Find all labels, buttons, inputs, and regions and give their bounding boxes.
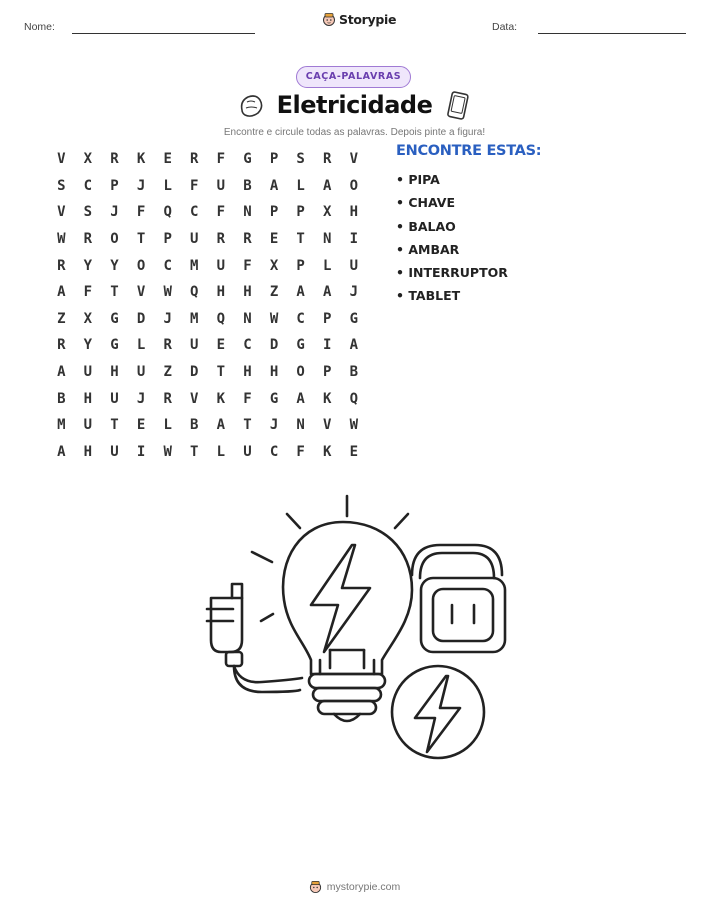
grid-cell[interactable]: U — [110, 390, 119, 407]
grid-cell[interactable]: H — [83, 443, 93, 460]
grid-cell[interactable]: J — [136, 390, 146, 407]
grid-cell[interactable]: H — [83, 390, 93, 407]
grid-cell[interactable]: V — [190, 390, 199, 407]
grid-cell[interactable]: O — [296, 364, 305, 381]
grid-cell[interactable]: A — [323, 284, 332, 301]
grid-cell[interactable]: U — [83, 364, 93, 381]
grid-cell[interactable]: S — [57, 177, 66, 194]
grid-cell[interactable]: U — [190, 231, 199, 248]
grid-cell[interactable]: U — [110, 443, 119, 460]
instructions: Encontre e circule todas as palavras. Depois pinte a figura! — [223, 127, 486, 138]
grid-cell[interactable]: R — [323, 151, 332, 168]
grid-cell[interactable]: H — [243, 364, 252, 381]
grid-cell[interactable]: J — [269, 417, 279, 434]
grid-cell[interactable]: O — [136, 257, 146, 274]
word-list-item: • AMBAR — [396, 241, 460, 257]
grid-cell[interactable]: D — [190, 364, 199, 381]
word-list-item: • INTERRUPTOR — [396, 265, 508, 281]
grid-cell[interactable]: X — [269, 257, 279, 274]
grid-cell[interactable]: V — [323, 417, 332, 434]
grid-cell[interactable]: W — [349, 417, 359, 434]
grid-cell[interactable]: R — [163, 390, 172, 407]
grid-cell[interactable]: U — [216, 257, 226, 274]
page-title: Eletricidade — [276, 91, 433, 119]
grid-cell[interactable]: R — [163, 337, 172, 354]
grid-cell[interactable]: B — [190, 417, 199, 434]
grid-cell[interactable]: X — [83, 151, 93, 168]
tablet-icon — [444, 90, 472, 122]
grid-cell[interactable]: Q — [190, 284, 199, 301]
grid-cell[interactable]: P — [323, 310, 332, 327]
grid-cell[interactable]: B — [349, 364, 359, 381]
grid-cell[interactable]: R — [110, 151, 119, 168]
grid-cell[interactable]: P — [296, 257, 305, 274]
grid-cell[interactable]: F — [243, 390, 252, 407]
grid-cell[interactable]: O — [110, 231, 119, 248]
grid-cell[interactable]: G — [269, 390, 279, 407]
category-badge: CAÇA-PALAVRAS — [296, 66, 411, 88]
name-label: Nome: — [24, 21, 55, 33]
grid-cell[interactable]: Q — [163, 204, 172, 221]
brand-name: Storypie — [339, 12, 397, 27]
grid-cell[interactable]: A — [296, 390, 305, 407]
grid-cell[interactable]: P — [269, 151, 279, 168]
grid-cell[interactable]: C — [83, 177, 93, 194]
grid-cell[interactable]: C — [296, 310, 305, 327]
grid-cell[interactable]: N — [243, 310, 252, 327]
grid-cell[interactable]: G — [296, 337, 305, 354]
grid-cell[interactable]: J — [110, 204, 119, 221]
grid-cell[interactable]: S — [296, 151, 305, 168]
footer — [0, 880, 709, 894]
grid-cell[interactable]: L — [163, 177, 172, 194]
grid-cell[interactable]: D — [136, 310, 146, 327]
grid-cell[interactable]: V — [57, 204, 66, 221]
grid-cell[interactable]: L — [323, 257, 332, 274]
grid-cell[interactable]: R — [57, 257, 66, 274]
grid-cell[interactable]: V — [349, 151, 359, 168]
grid-cell[interactable]: F — [243, 257, 252, 274]
storypie-mascot-icon — [322, 12, 336, 27]
grid-cell[interactable]: L — [216, 443, 226, 460]
grid-cell[interactable]: T — [110, 284, 119, 301]
grid-cell[interactable]: R — [243, 231, 252, 248]
grid-cell[interactable]: I — [323, 337, 332, 354]
grid-cell[interactable]: T — [110, 417, 119, 434]
grid-cell[interactable]: E — [136, 417, 146, 434]
grid-cell[interactable]: E — [269, 231, 279, 248]
word-list — [396, 171, 508, 311]
grid-cell[interactable]: T — [243, 417, 252, 434]
grid-cell[interactable]: K — [323, 443, 332, 460]
grid-cell[interactable]: B — [57, 390, 66, 407]
grid-cell[interactable]: H — [216, 284, 226, 301]
grid-cell[interactable]: R — [83, 231, 93, 248]
storypie-mascot-icon — [309, 880, 322, 894]
grid-cell[interactable]: W — [57, 231, 66, 248]
date-label: Data: — [492, 21, 518, 33]
grid-cell[interactable]: Y — [83, 257, 93, 274]
word-list-item: • CHAVE — [396, 195, 456, 211]
grid-cell[interactable]: U — [136, 364, 146, 381]
grid-cell[interactable]: F — [83, 284, 93, 301]
grid-cell[interactable]: L — [136, 337, 146, 354]
grid-cell[interactable]: Q — [216, 310, 226, 327]
grid-cell[interactable]: H — [349, 204, 359, 221]
grid-cell[interactable]: F — [296, 443, 305, 460]
word-list-title: ENCONTRE ESTAS: — [396, 143, 542, 159]
grid-cell[interactable]: K — [323, 390, 332, 407]
grid-cell[interactable]: W — [269, 310, 279, 327]
grid-cell[interactable]: P — [323, 364, 332, 381]
grid-cell[interactable]: R — [190, 151, 199, 168]
brand-logo — [322, 12, 396, 27]
grid-cell[interactable]: N — [323, 231, 332, 248]
grid-cell[interactable]: P — [296, 204, 305, 221]
grid-cell[interactable]: C — [243, 337, 252, 354]
grid-cell[interactable]: I — [136, 443, 146, 460]
grid-cell[interactable]: Z — [269, 284, 279, 301]
grid-cell[interactable]: U — [83, 417, 93, 434]
grid-cell[interactable]: I — [349, 231, 359, 248]
grid-cell[interactable]: N — [296, 417, 305, 434]
grid-cell[interactable]: E — [163, 151, 172, 168]
grid-cell[interactable]: A — [323, 177, 332, 194]
word-list-item: • BALAO — [396, 218, 456, 234]
grid-cell[interactable]: L — [296, 177, 305, 194]
grid-cell[interactable]: T — [190, 443, 199, 460]
grid-cell[interactable]: G — [243, 151, 252, 168]
grid-cell[interactable]: J — [163, 310, 172, 327]
grid-cell[interactable]: A — [57, 443, 66, 460]
grid-cell[interactable]: X — [83, 310, 93, 327]
grid-cell[interactable]: S — [83, 204, 93, 221]
lightbulb-plug-outlet-illustration — [200, 488, 510, 773]
grid-cell[interactable]: A — [216, 417, 226, 434]
grid-cell[interactable]: R — [57, 337, 66, 354]
grid-cell[interactable]: N — [243, 204, 252, 221]
grid-cell[interactable]: T — [136, 231, 146, 248]
grid-cell[interactable]: G — [110, 310, 119, 327]
grid-cell[interactable]: P — [269, 204, 279, 221]
grid-cell[interactable]: K — [136, 151, 146, 168]
grid-cell[interactable]: T — [216, 364, 226, 381]
grid-cell[interactable]: G — [110, 337, 119, 354]
word-list-item: • PIPA — [396, 172, 440, 187]
grid-cell[interactable]: F — [216, 204, 226, 221]
grid-cell[interactable]: A — [57, 284, 66, 301]
grid-cell[interactable]: P — [110, 177, 119, 194]
grid-cell[interactable]: H — [269, 364, 279, 381]
grid-cell[interactable]: L — [163, 417, 172, 434]
grid-cell[interactable]: U — [190, 337, 199, 354]
grid-cell[interactable]: Q — [349, 390, 359, 407]
footer-url[interactable]: mystorypie.com — [326, 881, 401, 893]
grid-cell[interactable]: C — [269, 443, 279, 460]
grid-cell[interactable]: Z — [163, 364, 172, 381]
grid-cell[interactable]: F — [216, 151, 226, 168]
grid-cell[interactable]: D — [269, 337, 279, 354]
grid-cell[interactable]: O — [349, 177, 359, 194]
name-field-line[interactable] — [72, 33, 255, 34]
grid-cell[interactable]: Y — [110, 257, 119, 274]
grid-cell[interactable]: A — [269, 177, 279, 194]
grid-cell[interactable]: H — [243, 284, 252, 301]
grid-cell[interactable]: T — [296, 231, 305, 248]
grid-cell[interactable]: A — [57, 364, 66, 381]
grid-cell[interactable]: P — [163, 231, 172, 248]
grid-cell[interactable]: C — [190, 204, 199, 221]
grid-cell[interactable]: E — [216, 337, 226, 354]
grid-cell[interactable]: M — [190, 257, 199, 274]
grid-cell[interactable]: W — [163, 443, 172, 460]
grid-cell[interactable]: Y — [83, 337, 93, 354]
date-field-line[interactable] — [538, 33, 686, 34]
grid-cell[interactable]: E — [349, 443, 359, 460]
word-list-item: • TABLET — [396, 288, 461, 304]
grid-cell[interactable]: U — [216, 177, 226, 194]
grid-cell[interactable]: U — [243, 443, 252, 460]
word-search-grid[interactable] — [48, 146, 367, 465]
grid-cell[interactable]: F — [190, 177, 199, 194]
grid-cell[interactable]: F — [136, 204, 146, 221]
grid-cell[interactable]: C — [163, 257, 172, 274]
grid-cell[interactable]: U — [349, 257, 359, 274]
grid-cell[interactable]: V — [57, 151, 66, 168]
grid-cell[interactable]: R — [216, 231, 226, 248]
grid-cell[interactable]: A — [296, 284, 305, 301]
grid-cell[interactable]: J — [136, 177, 146, 194]
grid-cell[interactable]: H — [110, 364, 119, 381]
grid-cell[interactable]: A — [349, 337, 359, 354]
grid-cell[interactable]: M — [57, 417, 66, 434]
grid-cell[interactable]: M — [190, 310, 199, 327]
grid-cell[interactable]: V — [136, 284, 146, 301]
grid-cell[interactable]: J — [349, 284, 359, 301]
grid-cell[interactable]: G — [349, 310, 359, 327]
grid-cell[interactable]: Z — [57, 310, 66, 327]
grid-cell[interactable]: K — [216, 390, 226, 407]
grid-cell[interactable]: B — [243, 177, 252, 194]
grid-cell[interactable]: X — [323, 204, 332, 221]
grid-cell[interactable]: W — [163, 284, 172, 301]
